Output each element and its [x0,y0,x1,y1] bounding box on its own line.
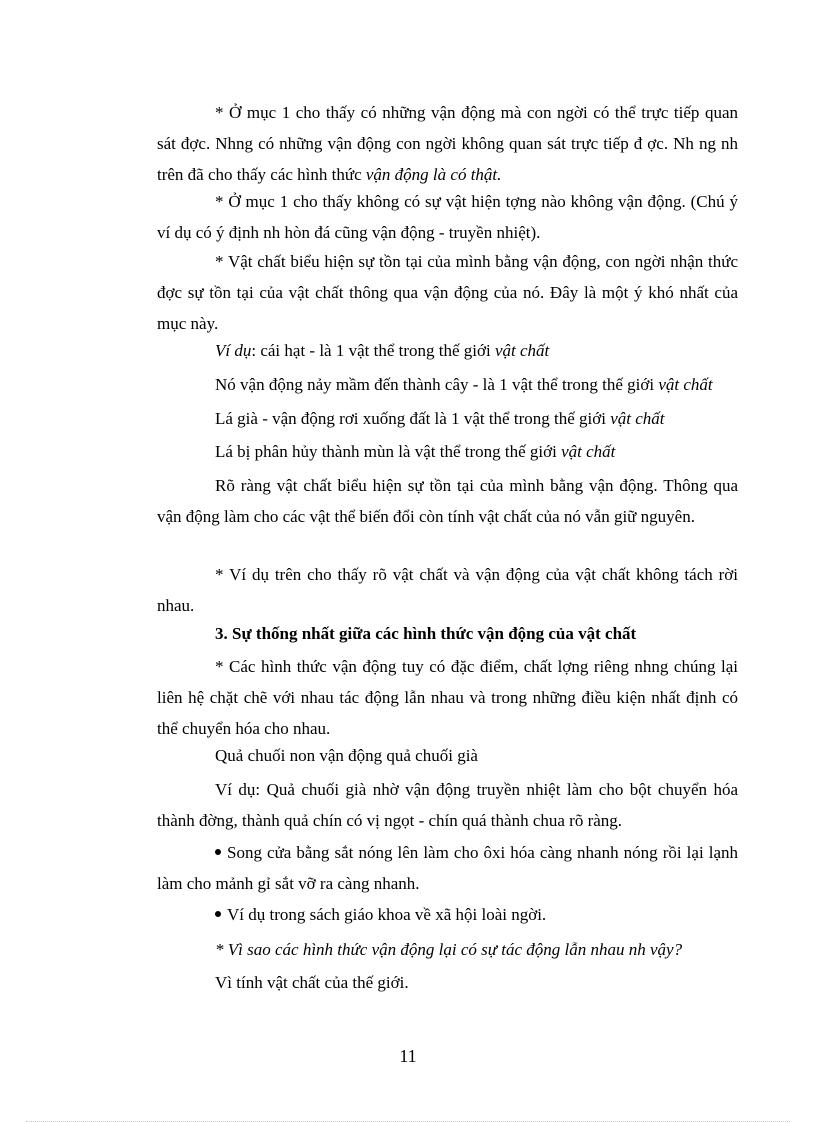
example-text: Lá bị phân hủy thành mùn là vật thể trong thế giới [215,442,562,461]
example-text: Nó vận động nảy mầm đến thành cây - là 1 vật thể trong thế giới [215,375,659,394]
paragraph-banana-heat: Ví dụ: Quả chuối già nhờ vận động truyền nhiệt làm cho bột chuyển hóa thành đờng, thành quả chín có vị ngọt - chín quá thành chua rõ ràng. [157,780,738,830]
emphasis-text: vật chất [494,341,550,360]
paragraph-forms-of-motion: * Các hình thức vận động tuy có đặc điểm, chất lợng riêng nhng chúng lại liên hệ chặt chẽ với nhau tác động lẫn nhau và trong những điều kiện nhất định có thể chuyển hóa cho nhau. [157,657,738,738]
paragraph-answer: Vì tính vật chất của thế giới. [215,973,409,992]
paragraph-matter-expresses-through-motion: * Vật chất biểu hiện sự tồn tại của mình bằng vận động, con ngời nhận thức đợc sự tồn tại của vật chất thông qua vận động của nó. Đây là một ý khó nhất của mục này. [157,252,738,333]
bullet-icon [215,911,221,917]
paragraph-textbook-example [215,899,755,930]
paragraph-movement-observable [157,97,738,190]
bullet-icon [215,849,221,855]
emphasis-text: vật chất [561,442,616,461]
paragraph-clearly-matter: Rõ ràng vật chất biểu hiện sự tồn tại của mình bằng vận động. Thông qua vận động làm cho các vật thể biến đổi còn tính vật chất của nó vẫn giữ nguyên. [157,476,738,526]
emphasis-text: vật chất [610,409,665,428]
example-label: Ví dụ [215,341,252,360]
example-line-1 [215,335,755,366]
paragraph-banana-example: Quả chuối non vận động quả chuối già [215,746,478,765]
example-line-2 [215,369,755,400]
paragraph-iron-bars [157,837,738,899]
paragraph-example-inseparable: * Ví dụ trên cho thấy rõ vật chất và vận động của vật chất không tách rời nhau. [157,565,738,615]
example-line-4 [215,436,755,467]
paragraph-text: Song cửa bằng sắt nóng lên làm cho ôxi hóa càng nhanh nóng rồi lại lạnh làm cho mảnh gỉ sắt vỡ ra càng nhanh. [157,843,738,893]
example-text: : cái hạt - là 1 vật thể trong thế giới [251,341,495,360]
emphasis-text: vật chất [658,375,713,394]
section-heading: 3. Sự thống nhất giữa các hình thức vận động của vật chất [215,624,637,643]
paragraph-text: Ví dụ trong sách giáo khoa về xã hội loài ngời. [227,905,547,924]
example-text: Lá già - vận động rơi xuống đất là 1 vật thể trong thế giới [215,409,611,428]
paragraph-question: * Vì sao các hình thức vận động lại có sự tác động lẫn nhau nh vậy? [215,940,683,959]
footer-divider [26,1121,790,1122]
emphasis-text: vận động là có thật. [365,165,502,184]
paragraph-no-thing-without-motion: * Ở mục 1 cho thấy không có sự vật hiện tợng nào không vận động. (Chú ý ví dụ có ý định nh hòn đá cũng vận động - truyền nhiệt). [157,192,738,242]
example-line-3 [215,403,755,434]
page-number: 11 [399,1046,417,1066]
paragraph-text: * Ở mục 1 cho thấy có những vận động mà con ngời có thể trực tiếp quan sát đợc. Nhng có những vận động con ngời không quan sát trực tiếp đ ợc. Nh ng nh trên đã cho thấy các hình thức [157,103,738,184]
